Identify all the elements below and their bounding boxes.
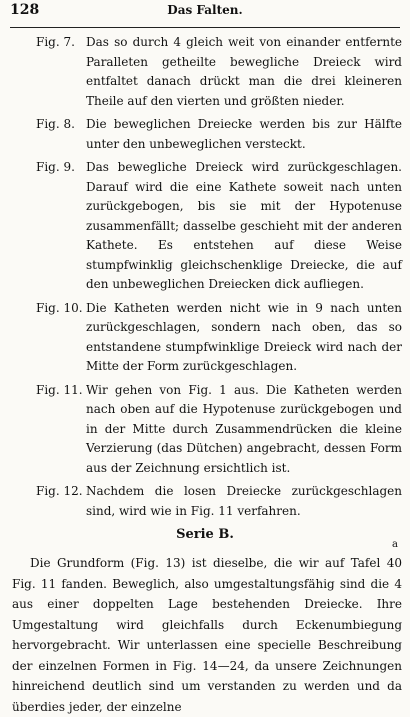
figure-entry-9: [0, 158, 410, 295]
figure-list: [0, 33, 410, 525]
figure-description: Die Katheten werden nicht wie in 9 nach unten zurückgeschlagen, sondern nach oben, das so entstandene stumpfwinklige Dreieck wird nach der Mitte der Form zurückgeschlagen.: [86, 300, 402, 373]
page-header: [10, 2, 400, 22]
figure-label: Fig. 8.: [36, 117, 75, 131]
section-title: Serie B.: [176, 527, 234, 542]
figure-entry-8: [0, 115, 410, 154]
figure-label: Fig. 12.: [36, 484, 83, 498]
page-number: 128: [10, 2, 40, 18]
figure-description: Das so durch 4 gleich weit von einander entfernte Paralleten getheilte bewegliche Dreieck wird entfaltet danach drückt man die drei kleineren Theile auf den vierten und größten nieder.: [86, 35, 402, 108]
figure-description: Das bewegliche Dreieck wird zurückgeschlagen. Darauf wird die eine Kathete soweit nach unten zurückgebogen, bis sie mit der Hypotenuse zusammenfällt; dasselbe geschieht mit der anderen Kathete. Es entstehen auf diese Weise stumpfwinklig gleichschenklige Dreiecke, die auf den unbeweglichen Dreiecken dick aufliegen.: [86, 160, 402, 291]
figure-entry-11: [0, 381, 410, 479]
margin-mark: a: [392, 539, 398, 550]
figure-entry-7: [0, 33, 410, 111]
figure-description: Wir gehen von Fig. 1 aus. Die Katheten werden nach oben auf die Hypotenuse zurückgebogen und in der Mitte durch Zusammendrücken die kleine Verzierung (das Dütchen) angebracht, dessen Form aus der Zeichnung ersichtlich ist.: [86, 382, 402, 475]
figure-entry-10: [0, 299, 410, 377]
figure-description: Die beweglichen Dreiecke werden bis zur Hälfte unter den unbeweglichen versteckt.: [86, 117, 402, 151]
figure-entry-12: [0, 482, 410, 521]
running-title: Das Falten.: [167, 3, 243, 17]
body-paragraph: Die Grundform (Fig. 13) ist dieselbe, die wir auf Tafel 40 Fig. 11 fanden. Beweglich, also umgestaltungsfähig sind die 4 aus einer doppelten Lage bestehenden Dreiecke. Ihre Umgestaltung wird gleichfalls durch Eckenumbiegung hervorgebracht. Wir unterlassen eine specielle Beschreibung der einzelnen Formen in Fig. 14—24, da unsere Zeichnungen hinreichend deutlich sind um verstanden zu werden und da überdies jeder, der einzelne: [12, 556, 402, 714]
figure-label: Fig. 10.: [36, 300, 83, 315]
figure-label: Fig. 11.: [36, 382, 83, 397]
figure-label: Fig. 9.: [36, 160, 75, 174]
figure-description: Nachdem die losen Dreiecke zurückgeschlagen sind, wird wie in Fig. 11 verfahren.: [86, 484, 402, 518]
figure-label: Fig. 7.: [36, 35, 75, 49]
header-rule: [10, 27, 400, 28]
